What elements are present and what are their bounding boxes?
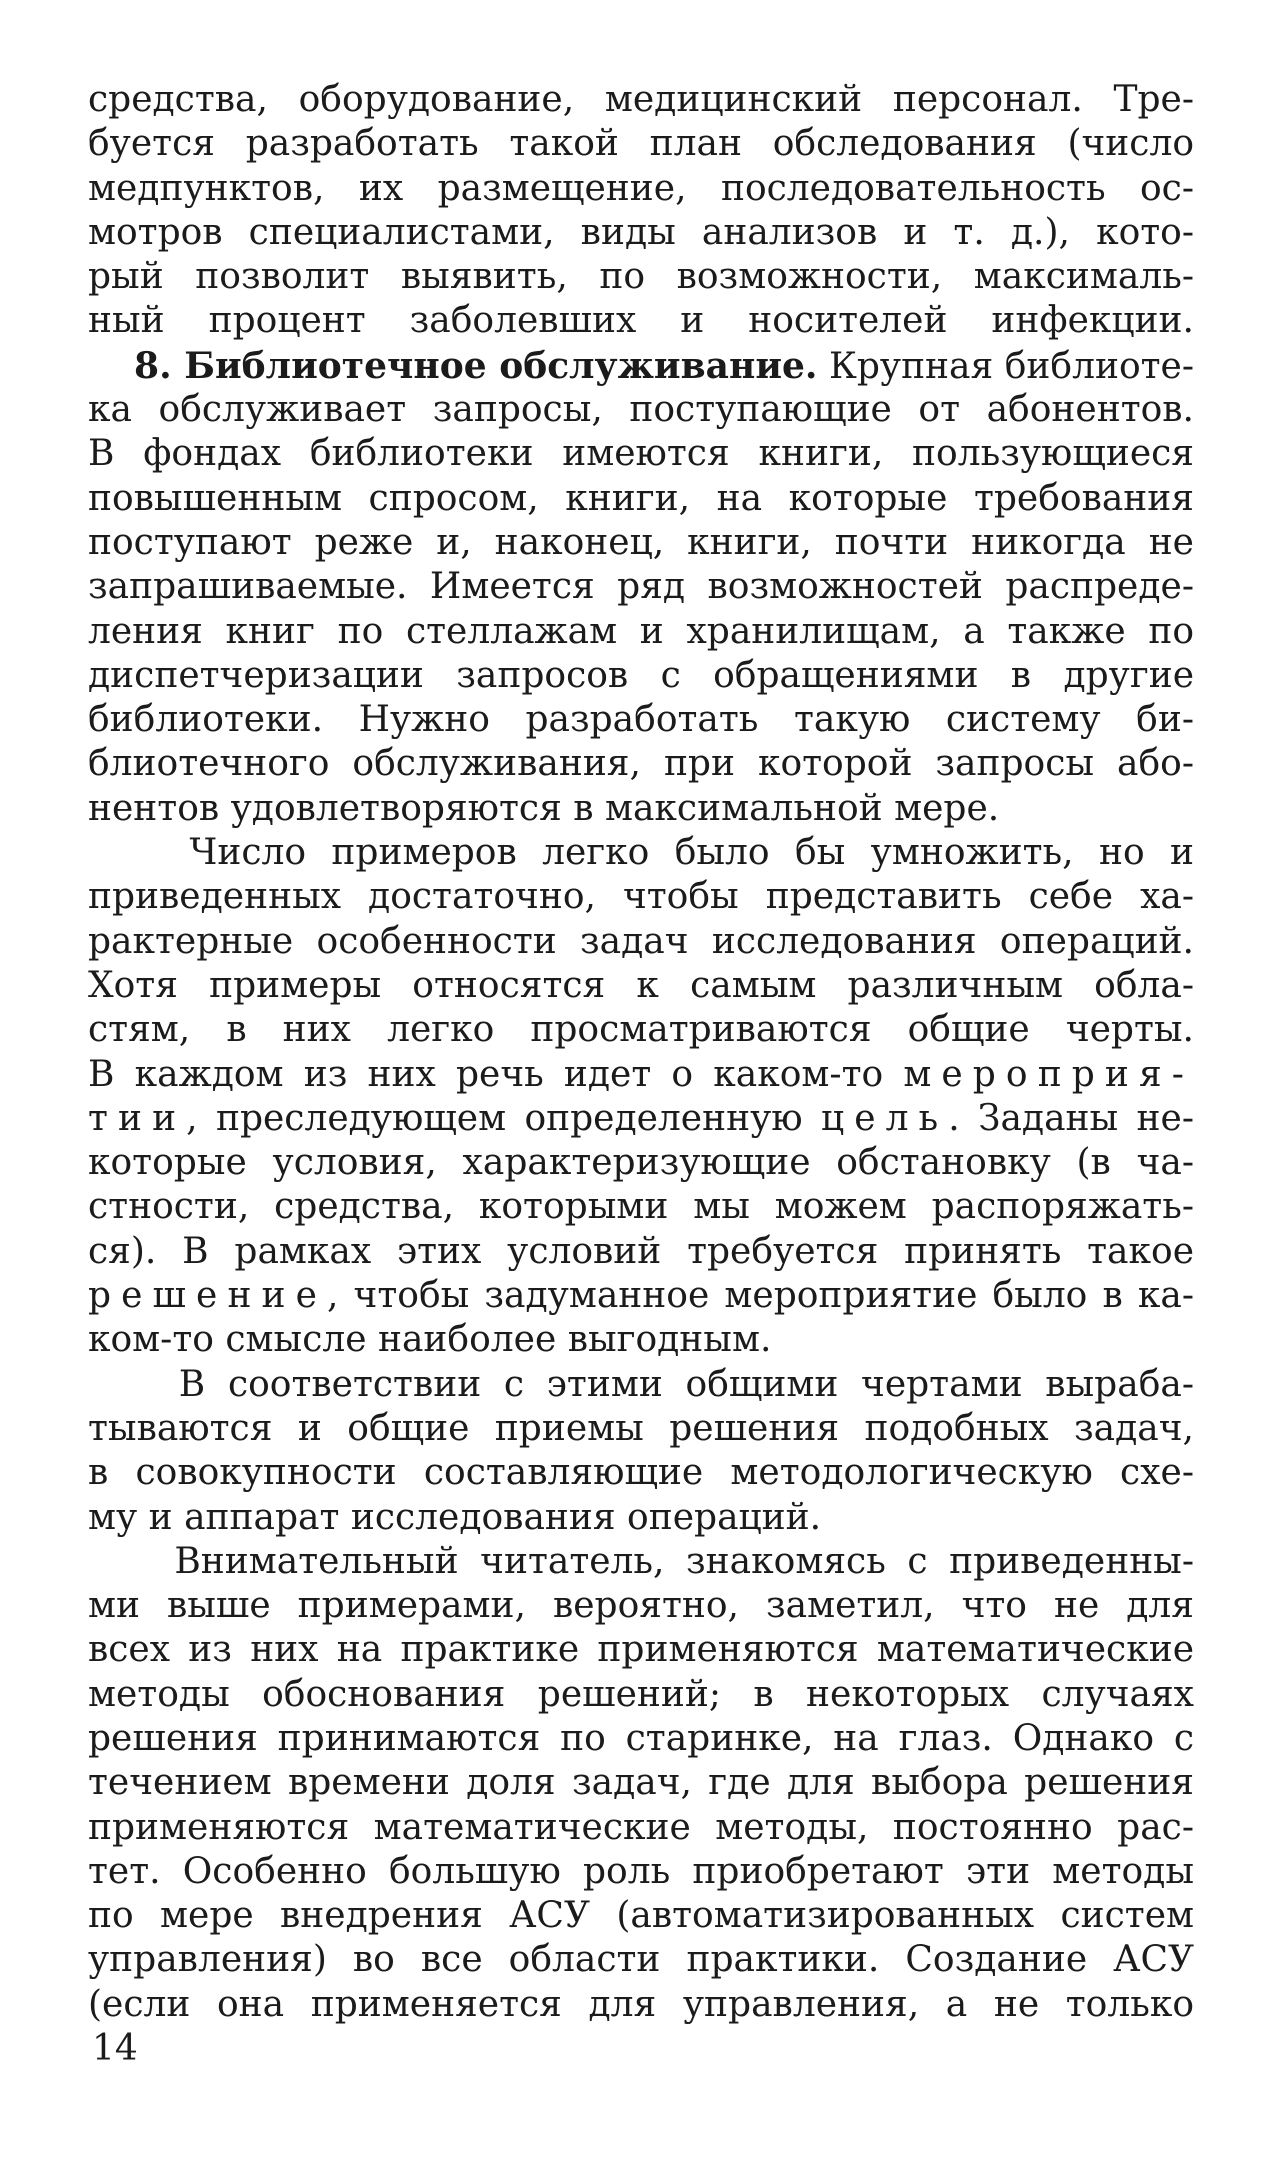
text-segment: решения принимаются по старинке, на глаз. Однако с [88, 1717, 1194, 1759]
text-line [88, 610, 1194, 654]
text-segment [88, 346, 134, 387]
text-segment: . Заданы не- [948, 1097, 1194, 1139]
text-line [88, 1274, 1194, 1318]
text-line [88, 1451, 1194, 1495]
text-line [88, 1230, 1194, 1274]
text-segment: ный процент заболевших и носителей инфекции. [88, 300, 1194, 342]
text-segment: му и аппарат исследования операций. [88, 1496, 822, 1538]
text-line [88, 255, 1194, 299]
text-segment: Число примеров легко было бы умножить, но и [88, 832, 1194, 874]
text-segment: ления книг по стеллажам и хранилищам, а также по [88, 610, 1194, 652]
emphasized-term: цель [820, 1097, 949, 1139]
text-segment: тет. Особенно большую роль приобретают эти методы [88, 1850, 1194, 1892]
text-line [88, 1628, 1194, 1672]
text-line [88, 1894, 1194, 1938]
text-line [88, 1850, 1194, 1894]
text-line [88, 1407, 1194, 1451]
text-line [88, 920, 1194, 964]
text-line [88, 521, 1194, 565]
text-line [88, 1008, 1194, 1052]
text-segment: в совокупности составляющие методологическую схе- [88, 1452, 1194, 1494]
text-segment: (если она применяется для управления, а не только [88, 1983, 1194, 2025]
text-line [88, 1584, 1194, 1628]
text-segment: ся). В рамках этих условий требуется принять такое [88, 1230, 1194, 1272]
text-line [88, 1363, 1194, 1407]
bold-heading: 8. Библиотечное обслуживание. [134, 344, 818, 387]
text-segment: блиотечного обслуживания, при которой запросы або- [88, 743, 1194, 785]
text-line [88, 211, 1194, 255]
text-segment: поступают реже и, наконец, книги, почти никогда не [88, 521, 1194, 563]
text-line [88, 787, 1194, 831]
text-line [88, 388, 1194, 432]
text-line [88, 167, 1194, 211]
text-segment: нентов удовлетворяются в максимальной мере. [88, 787, 1000, 829]
text-line [88, 344, 1194, 388]
text-segment: В каждом из них речь идет о каком-то [88, 1053, 904, 1095]
text-line [88, 1185, 1194, 1229]
text-segment: , чтобы задуманное мероприятие было в ка- [326, 1275, 1194, 1317]
text-segment: всех из них на практике применяются математические [88, 1629, 1194, 1671]
emphasized-term: тии [88, 1097, 187, 1139]
text-segment: стности, средства, которыми мы можем распоряжать- [88, 1186, 1194, 1228]
text-segment: по мере внедрения АСУ (автоматизированных систем [88, 1895, 1194, 1937]
text-line [88, 1540, 1194, 1584]
text-line [88, 831, 1194, 875]
text-segment: медпунктов, их размещение, последовательность ос- [88, 167, 1194, 209]
text-line [88, 1053, 1194, 1097]
text-segment: рактерные особенности задач исследования операций. [88, 920, 1194, 962]
text-segment: тываются и общие приемы решения подобных задач, [88, 1407, 1194, 1449]
text-line [88, 875, 1194, 919]
text-segment: буется разработать такой план обследования (число [88, 123, 1194, 165]
text-segment: ми выше примерами, вероятно, заметил, что не для [88, 1585, 1194, 1627]
text-segment: рый позволит выявить, по возможности, максималь- [88, 256, 1194, 298]
text-line [88, 432, 1194, 476]
text-line [88, 1806, 1194, 1850]
text-line [88, 742, 1194, 786]
text-line [88, 1761, 1194, 1805]
text-segment: Внимательный читатель, знакомясь с приведенны- [88, 1540, 1194, 1582]
text-line [88, 122, 1194, 166]
text-segment: течением времени доля задач, где для выбора решения [88, 1762, 1194, 1804]
emphasized-term: решение [88, 1275, 327, 1317]
page-body [88, 78, 1194, 2027]
emphasized-term: мероприя- [903, 1053, 1194, 1095]
text-line [88, 1717, 1194, 1761]
text-segment: приведенных достаточно, чтобы представить себе ха- [88, 876, 1194, 918]
text-segment: средства, оборудование, медицинский персонал. Тре- [88, 79, 1194, 120]
text-segment: В соответствии с этими общими чертами выраба- [88, 1363, 1194, 1405]
text-line [88, 1983, 1194, 2027]
text-segment: запрашиваемые. Имеется ряд возможностей распреде- [88, 566, 1194, 608]
text-segment: Хотя примеры относятся к самым различным обла- [88, 964, 1194, 1006]
text-segment: Крупная библиоте- [817, 345, 1194, 387]
text-segment: методы обоснования решений; в некоторых случаях [88, 1673, 1194, 1715]
text-line [88, 299, 1194, 343]
text-line [88, 78, 1194, 122]
text-segment: стям, в них легко просматриваются общие черты. [88, 1009, 1194, 1051]
text-segment: ком-то смысле наиболее выгодным. [88, 1319, 772, 1361]
text-line [88, 698, 1194, 742]
text-segment: мотров специалистами, виды анализов и т. д.), кото- [88, 211, 1194, 253]
text-segment: повышенным спросом, книги, на которые требования [88, 477, 1194, 519]
text-line [88, 1938, 1194, 1982]
text-segment: , преследующем определенную [186, 1097, 821, 1139]
text-segment: библиотеки. Нужно разработать такую систему би- [88, 699, 1194, 741]
text-segment: управления) во все области практики. Создание АСУ [88, 1939, 1194, 1981]
text-segment: которые условия, характеризующие обстановку (в ча- [88, 1142, 1194, 1184]
text-line [88, 477, 1194, 521]
text-line [88, 1141, 1194, 1185]
text-line [88, 565, 1194, 609]
text-line [88, 1496, 1194, 1540]
text-line [88, 1097, 1194, 1141]
text-line [88, 654, 1194, 698]
page-number: 14 [92, 2028, 138, 2069]
text-line [88, 1673, 1194, 1717]
text-segment: диспетчеризации запросов с обращениями в другие [88, 654, 1194, 696]
text-line [88, 964, 1194, 1008]
text-segment: применяются математические методы, постоянно рас- [88, 1806, 1194, 1848]
text-segment: ка обслуживает запросы, поступающие от абонентов. [88, 389, 1194, 431]
text-line [88, 1318, 1194, 1362]
text-segment: В фондах библиотеки имеются книги, пользующиеся [88, 433, 1194, 475]
